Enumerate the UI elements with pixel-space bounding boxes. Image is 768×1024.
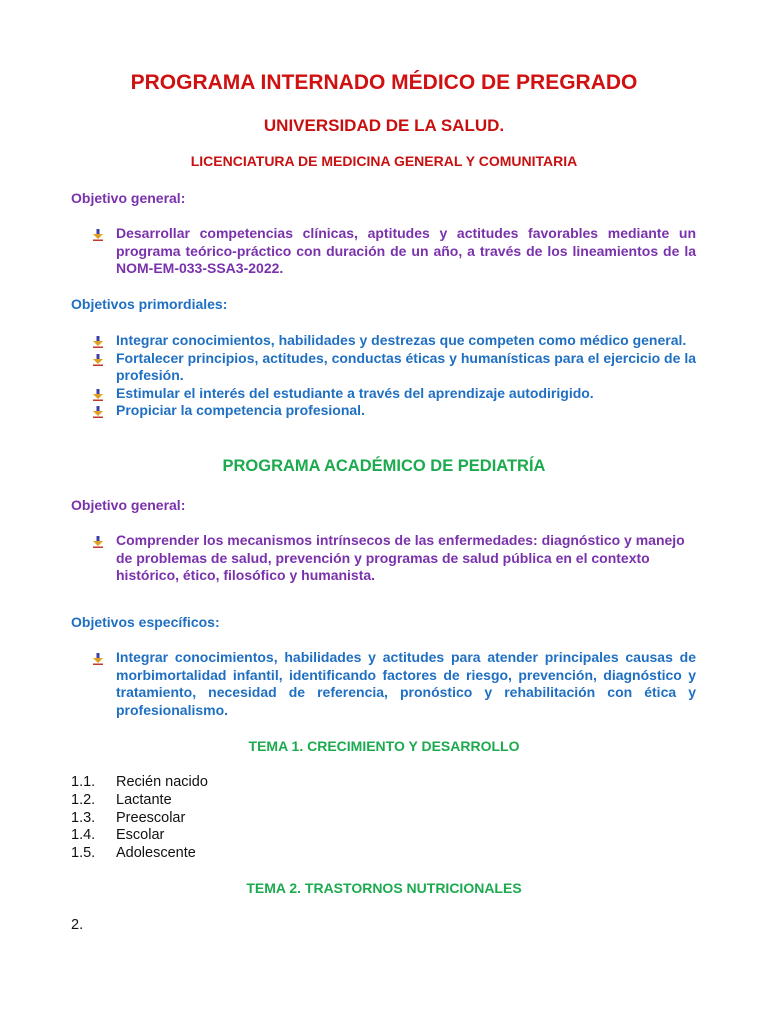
pediatria-heading: PROGRAMA ACADÉMICO DE PEDIATRÍA (222, 457, 546, 475)
list-item: Desarrollar competencias clínicas, aptitudes y actitudes favorables mediante un programa teórico-práctico con duración de un año, a través de los lineamientos de la NOM-EM-033-SSA3-2022. (92, 225, 696, 278)
arrow-bullet-icon (92, 405, 104, 417)
list-item: 1.2. Lactante (71, 791, 172, 808)
list-item: Integrar conocimientos, habilidades y actitudes para atender principales causas de morbimortalidad infantil, identificando factores de riesgo, prevención, diagnóstico y tratamiento, necesidad de referencia, pronóstico y rehabilitación con ética y profesionalismo. (92, 649, 696, 719)
list-item: Integrar conocimientos, habilidades y destrezas que competen como médico general. (92, 332, 696, 350)
degree-name: LICENCIATURA DE MEDICINA GENERAL Y COMUNITARIA (190, 153, 578, 169)
pediatria-general-label: Objetivo general: (71, 497, 186, 513)
list-item: Comprender los mecanismos intrínsecos de las enfermedades: diagnóstico y manejo de problemas de salud, prevención y programas de salud pública en el contexto histórico, ético, filosófico y humanista. (92, 532, 696, 585)
list-item: 1.3. Preescolar (71, 809, 186, 826)
pediatria-specific-label: Objetivos específicos: (71, 614, 220, 630)
tema2-heading: TEMA 2. TRASTORNOS NUTRICIONALES (246, 880, 522, 896)
internado-primary-list (92, 332, 696, 420)
pediatria-specific-list (92, 649, 696, 719)
arrow-bullet-icon (92, 228, 104, 240)
tema1-list (71, 774, 208, 863)
page-title: PROGRAMA INTERNADO MÉDICO DE PREGRADO (130, 71, 638, 94)
pediatria-general-list (92, 532, 696, 585)
internado-primary-label: Objetivos primordiales: (71, 296, 228, 312)
internado-general-label: Objetivo general: (71, 190, 186, 206)
arrow-bullet-icon (92, 388, 104, 400)
arrow-bullet-icon (92, 652, 104, 664)
list-item: Fortalecer principios, actitudes, conductas éticas y humanísticas para el ejercicio de la profesión. (92, 350, 696, 385)
list-item: Estimular el interés del estudiante a través del aprendizaje autodirigido. (92, 385, 696, 403)
list-item: Propiciar la competencia profesional. (92, 402, 696, 420)
tema1-heading: TEMA 1. CRECIMIENTO Y DESARROLLO (248, 738, 520, 754)
university-name: UNIVERSIDAD DE LA SALUD. (263, 116, 505, 135)
arrow-bullet-icon (92, 535, 104, 547)
tema2-first-item: 2. (71, 917, 84, 933)
list-item: 1.5. Adolescente (71, 845, 196, 862)
arrow-bullet-icon (92, 335, 104, 347)
internado-general-list (92, 225, 696, 278)
list-item: 1.4. Escolar (71, 827, 165, 844)
arrow-bullet-icon (92, 353, 104, 365)
list-item: 1.1. Recién nacido (71, 774, 208, 790)
